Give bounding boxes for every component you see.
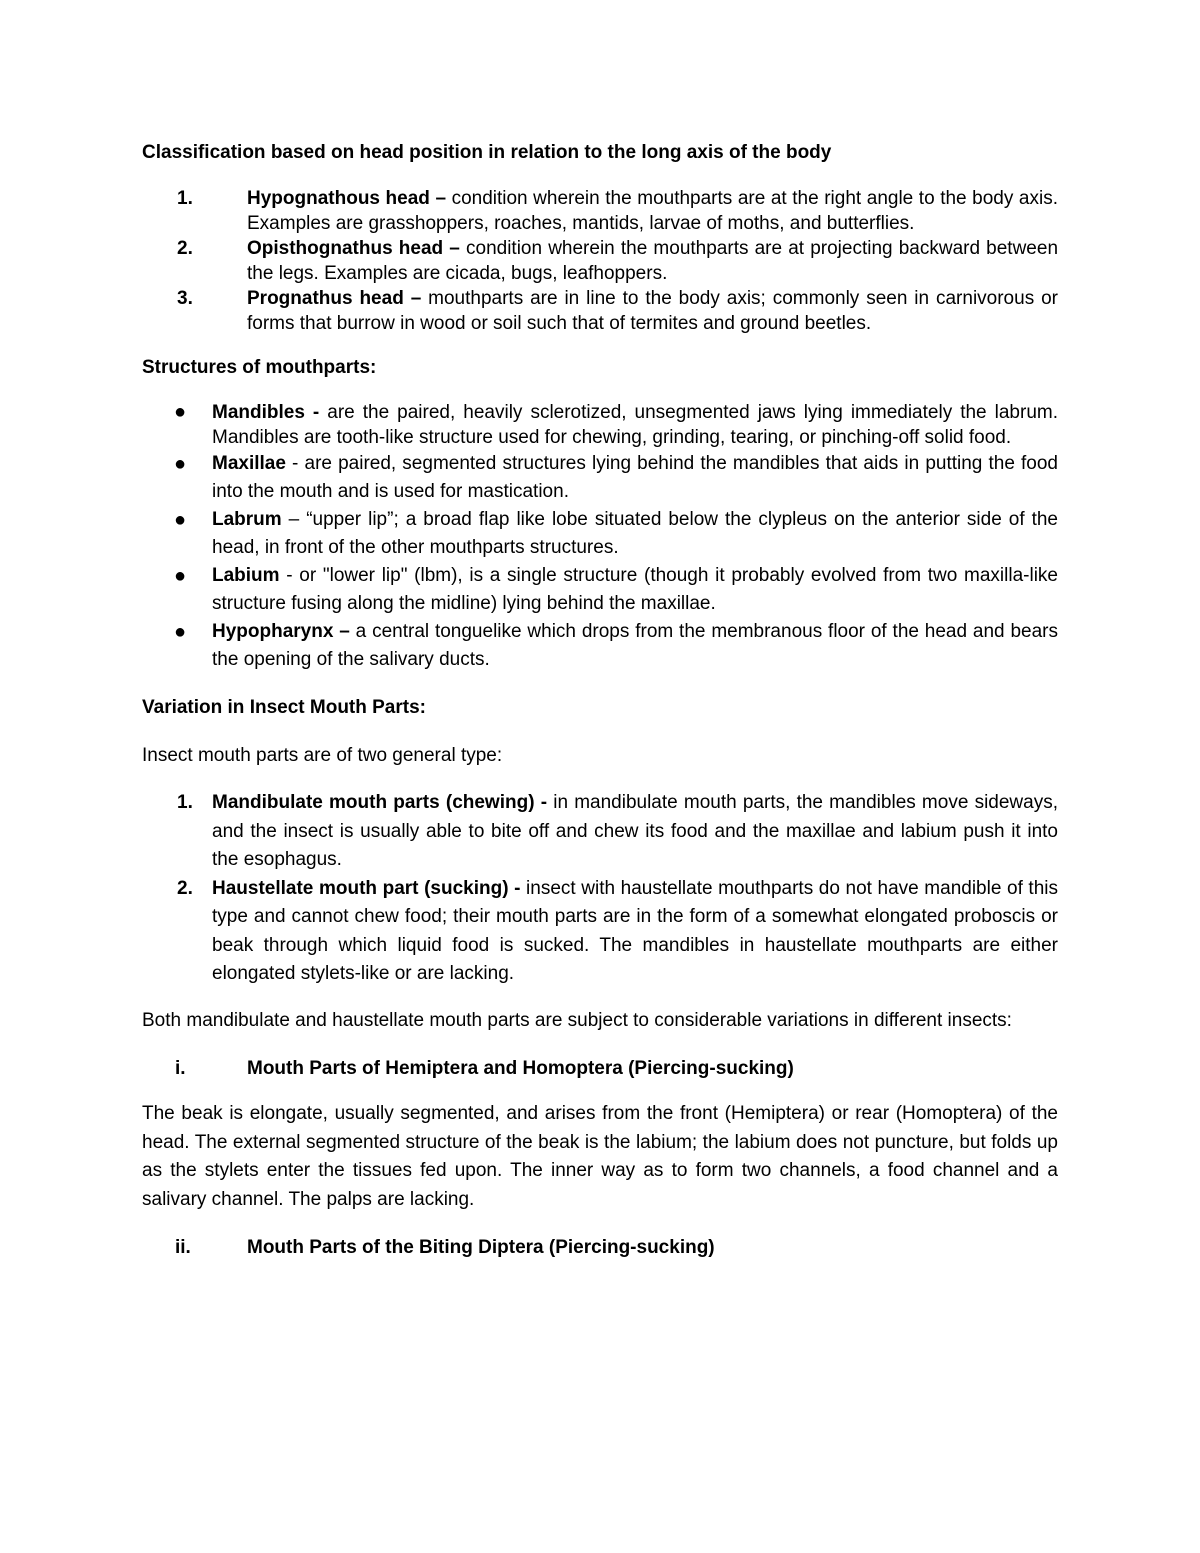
list-term: Labrum [212,509,282,530]
bullet-icon: ● [174,401,187,423]
section-heading-structures: Structures of mouthparts: [142,357,377,378]
bullet-icon: ● [174,565,187,587]
subsection-title: Mouth Parts of the Biting Diptera (Piercing-sucking) [247,1237,715,1258]
list-text: condition wherein the mouthparts are at projecting backward between the legs. Examples are cicada, bugs, leafhoppers. [247,238,1059,284]
section-heading-variation: Variation in Insect Mouth Parts: [142,697,426,718]
bullet-icon: ● [174,621,187,643]
list-text: in mandibulate mouth parts, the mandibles move sideways, and the insect is usually able to bite off and chew its food and the maxillae and labium push it into the esophagus. [212,792,1058,870]
list-term: Prognathus head – [247,288,422,309]
list-term: Mandibles - [212,402,320,423]
list-item [142,450,1058,506]
list-text: insect with haustellate mouthparts do not have mandible of this type and cannot chew food; their mouth parts are in the form of a somewhat elongated proboscis or beak through which liquid food is sucked. The mandibles in haustellate mouthparts are either elongated stylets-like or are lacking. [212,877,1058,984]
mouthpart-types-list [142,789,1058,989]
document-page [142,140,1058,1260]
subsection-heading-diptera [142,1235,1058,1260]
section-heading-head-position: Classification based on head position in relation to the long axis of the body [142,142,832,163]
list-term: Hypopharynx – [212,621,350,642]
list-item [142,506,1058,562]
list-item [142,400,1058,450]
roman-numeral: ii. [175,1237,191,1258]
list-item [142,875,1058,989]
list-term: Labium [212,565,280,586]
list-item [142,618,1058,674]
list-term: Opisthognathus head – [247,238,460,259]
list-number: 1. [177,188,193,209]
variation-intro: Insect mouth parts are of two general type: [142,745,503,766]
list-text: - are paired, segmented structures lying behind the mandibles that aids in putting the food into the mouth and is used for mastication. [212,453,1058,502]
subsection-title: Mouth Parts of Hemiptera and Homoptera (Piercing-sucking) [247,1058,794,1079]
list-text: a central tonguelike which drops from the membranous floor of the head and bears the opening of the salivary ducts. [212,621,1058,670]
list-item [142,236,1058,286]
list-term: Haustellate mouth part (sucking) - [212,877,521,899]
hemiptera-paragraph: The beak is elongate, usually segmented, and arises from the front (Hemiptera) or rear (Homoptera) of the head. The external segmented structure of the beak is the labium; the labium does not puncture, but folds up as the stylets enter the tissues fed upon. The inner way as to form two channels, a food channel and a salivary channel. The palps are lacking. [142,1103,1058,1210]
list-text: – “upper lip”; a broad flap like lobe situated below the clypleus on the anterior side of the head, in front of the other mouthparts structures. [212,509,1058,558]
list-item [142,562,1058,618]
list-item [142,286,1058,336]
head-position-list [142,186,1058,336]
list-number: 3. [177,288,193,309]
list-item [142,186,1058,236]
list-number: 2. [177,238,193,259]
list-term: Mandibulate mouth parts (chewing) - [212,792,548,813]
subsection-heading-hemiptera [142,1056,1058,1081]
list-item [142,789,1058,875]
bullet-icon: ● [174,509,187,531]
list-number: 2. [177,877,193,899]
list-text: - or "lower lip" (lbm), is a single structure (though it probably evolved from two maxilla-like structure fusing along the midline) lying behind the maxillae. [212,565,1058,614]
list-term: Hypognathous head – [247,188,447,209]
list-number: 1. [177,792,193,813]
variation-summary: Both mandibulate and haustellate mouth parts are subject to considerable variations in different insects: [142,1009,1012,1031]
list-term: Maxillae [212,453,286,474]
bullet-icon: ● [174,453,187,475]
roman-numeral: i. [175,1058,186,1079]
list-text: are the paired, heavily sclerotized, unsegmented jaws lying immediately the labrum. Mandibles are tooth-like structure used for chewing, grinding, tearing, or pinching-off solid food. [212,402,1058,448]
list-text: mouthparts are in line to the body axis; commonly seen in carnivorous or forms that burrow in wood or soil such that of termites and ground beetles. [247,288,1058,334]
list-text: condition wherein the mouthparts are at the right angle to the body axis. Examples are grasshoppers, roaches, mantids, larvae of moths, and butterflies. [247,188,1058,234]
mouthpart-structures-list [142,400,1058,674]
